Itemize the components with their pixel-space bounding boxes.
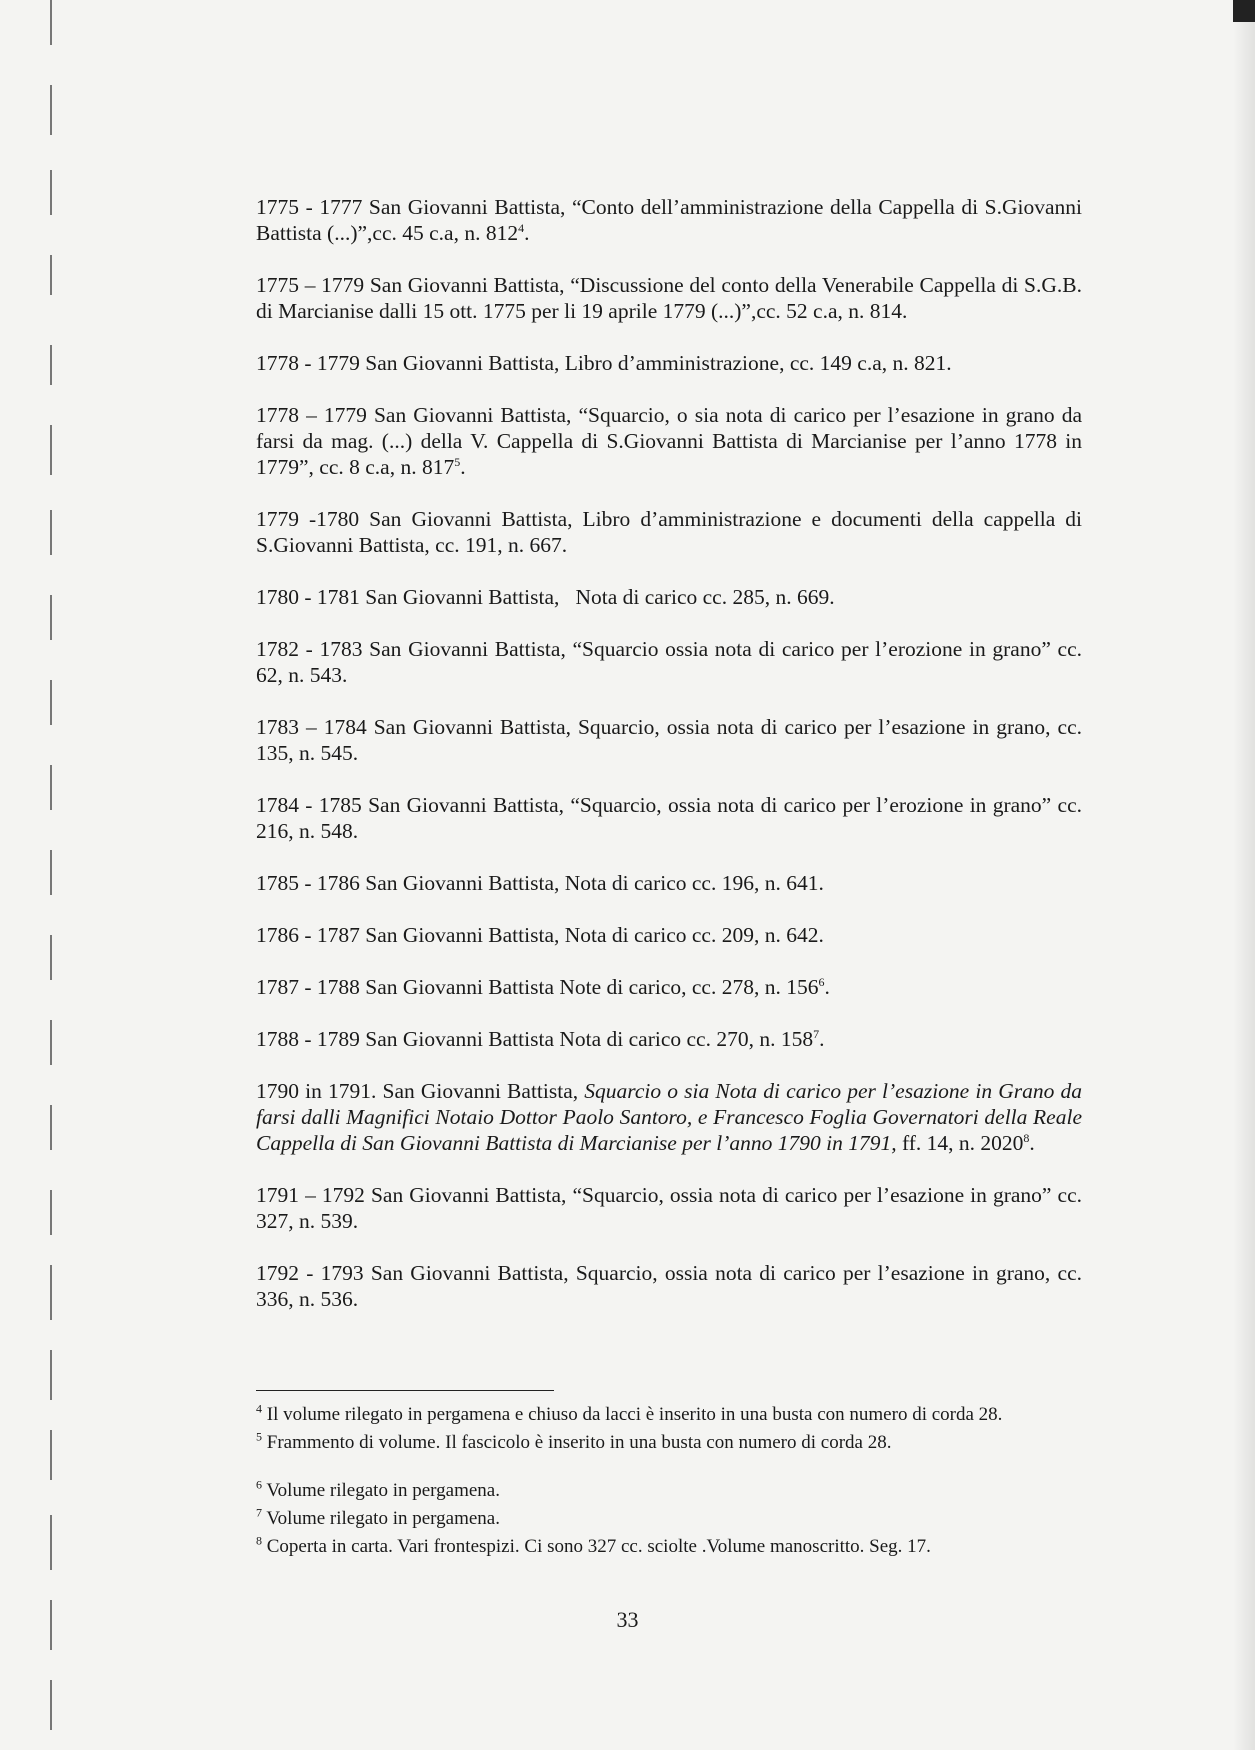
footnote-separator — [256, 1390, 554, 1391]
archive-entry: 1784 - 1785 San Giovanni Battista, “Squarcio, ossia nota di carico per l’erozione in grano” cc. 216, n. 548. — [256, 793, 1082, 843]
archive-entry: 1778 - 1779 San Giovanni Battista, Libro d’amministrazione, cc. 149 c.a, n. 821. — [256, 351, 952, 375]
archive-entry: 1782 - 1783 San Giovanni Battista, “Squarcio ossia nota di carico per l’erozione in grano” cc. 62, n. 543. — [256, 637, 1082, 687]
archive-entry-1790: 1790 in 1791. San Giovanni Battista, Squarcio o sia Nota di carico per l’esazione in Grano da farsi dalli Magnifici Notaio Dottor Paolo Santoro, e Francesco Foglia Governatori della Reale Cappella di San Giovanni Battista di Marcianise per l’anno 1790 in 1791, ff. 14, n. 2020$^8$. — [256, 1079, 1082, 1155]
archive-entry: 1785 - 1786 San Giovanni Battista, Nota di carico cc. 196, n. 641. — [256, 871, 824, 895]
archive-entry: 1775 – 1779 San Giovanni Battista, “Discussione del conto della Venerabile Cappella di S.G.B. di Marcianise dalli 15 ott. 1775 per li 19 aprile 1779 (...)”,cc. 52 c.a, n. 814. — [256, 273, 1082, 323]
footnote: $^6$ Volume rilegato in pergamena. — [256, 1477, 500, 1501]
archive-entry: 1775 - 1777 San Giovanni Battista, “Conto dell’amministrazione della Cappella di S.Giovanni Battista (...)”,cc. 45 c.a, n. $812^4$. — [256, 195, 1082, 245]
archive-entry: 1787 - 1788 San Giovanni Battista Note di carico, cc. 278, n. $156^6$. — [256, 974, 830, 999]
archive-entry: 1780 - 1781 San Giovanni Battista, Nota di carico cc. 285, n. 669. — [256, 585, 835, 609]
archive-entry: 1779 -1780 San Giovanni Battista, Libro d’amministrazione e documenti della cappella di S.Giovanni Battista, cc. 191, n. 667. — [256, 507, 1082, 557]
footnote: $^7$ Volume rilegato in pergamena. — [256, 1505, 500, 1529]
archive-entry: 1786 - 1787 San Giovanni Battista, Nota di carico cc. 209, n. 642. — [256, 923, 824, 947]
footnote: $^8$ Coperta in carta. Vari frontespizi. Ci sono 327 cc. sciolte .Volume manoscritto. Seg. 17. — [256, 1533, 931, 1557]
archive-entry: 1788 - 1789 San Giovanni Battista Nota di carico cc. 270, n. $158^7$. — [256, 1026, 825, 1051]
page-corner-mark — [1233, 0, 1255, 22]
page-number: 33 — [616, 1607, 639, 1632]
footnotes — [256, 1401, 1082, 1561]
binding-marks — [50, 0, 56, 1750]
archive-entry: 1783 – 1784 San Giovanni Battista, Squarcio, ossia nota di carico per l’esazione in grano, cc. 135, n. 545. — [256, 715, 1082, 765]
archive-entries — [256, 194, 1082, 1338]
footnote: $^5$ Frammento di volume. Il fascicolo è inserito in una busta con numero di corda 28. — [256, 1429, 892, 1453]
document-title-italic: Squarcio o sia Nota di carico per l’esazione in Grano da farsi dalli Magnifici Notaio Dottor Paolo Santoro, e Francesco Foglia Governatori della Reale Cappella di San Giovanni Battista di Marcianise per l’anno 1790 in 1791, — [256, 1079, 1082, 1155]
footnote: $^4$ Il volume rilegato in pergamena e chiuso da lacci è inserito in una busta con numero di corda 28. — [256, 1401, 1003, 1425]
page-edge-shadow — [1233, 0, 1255, 1750]
archive-entry: 1792 - 1793 San Giovanni Battista, Squarcio, ossia nota di carico per l’esazione in grano, cc. 336, n. 536. — [256, 1261, 1082, 1311]
archive-entry: 1778 – 1779 San Giovanni Battista, “Squarcio, o sia nota di carico per l’esazione in grano da farsi da mag. (...) della V. Cappella di S.Giovanni Battista di Marcianise per l’anno 1778 in 1779”, cc. 8 c.a, n. $817^5$. — [256, 403, 1082, 479]
archive-entry: 1791 – 1792 San Giovanni Battista, “Squarcio, ossia nota di carico per l’esazione in grano” cc. 327, n. 539. — [256, 1183, 1082, 1233]
